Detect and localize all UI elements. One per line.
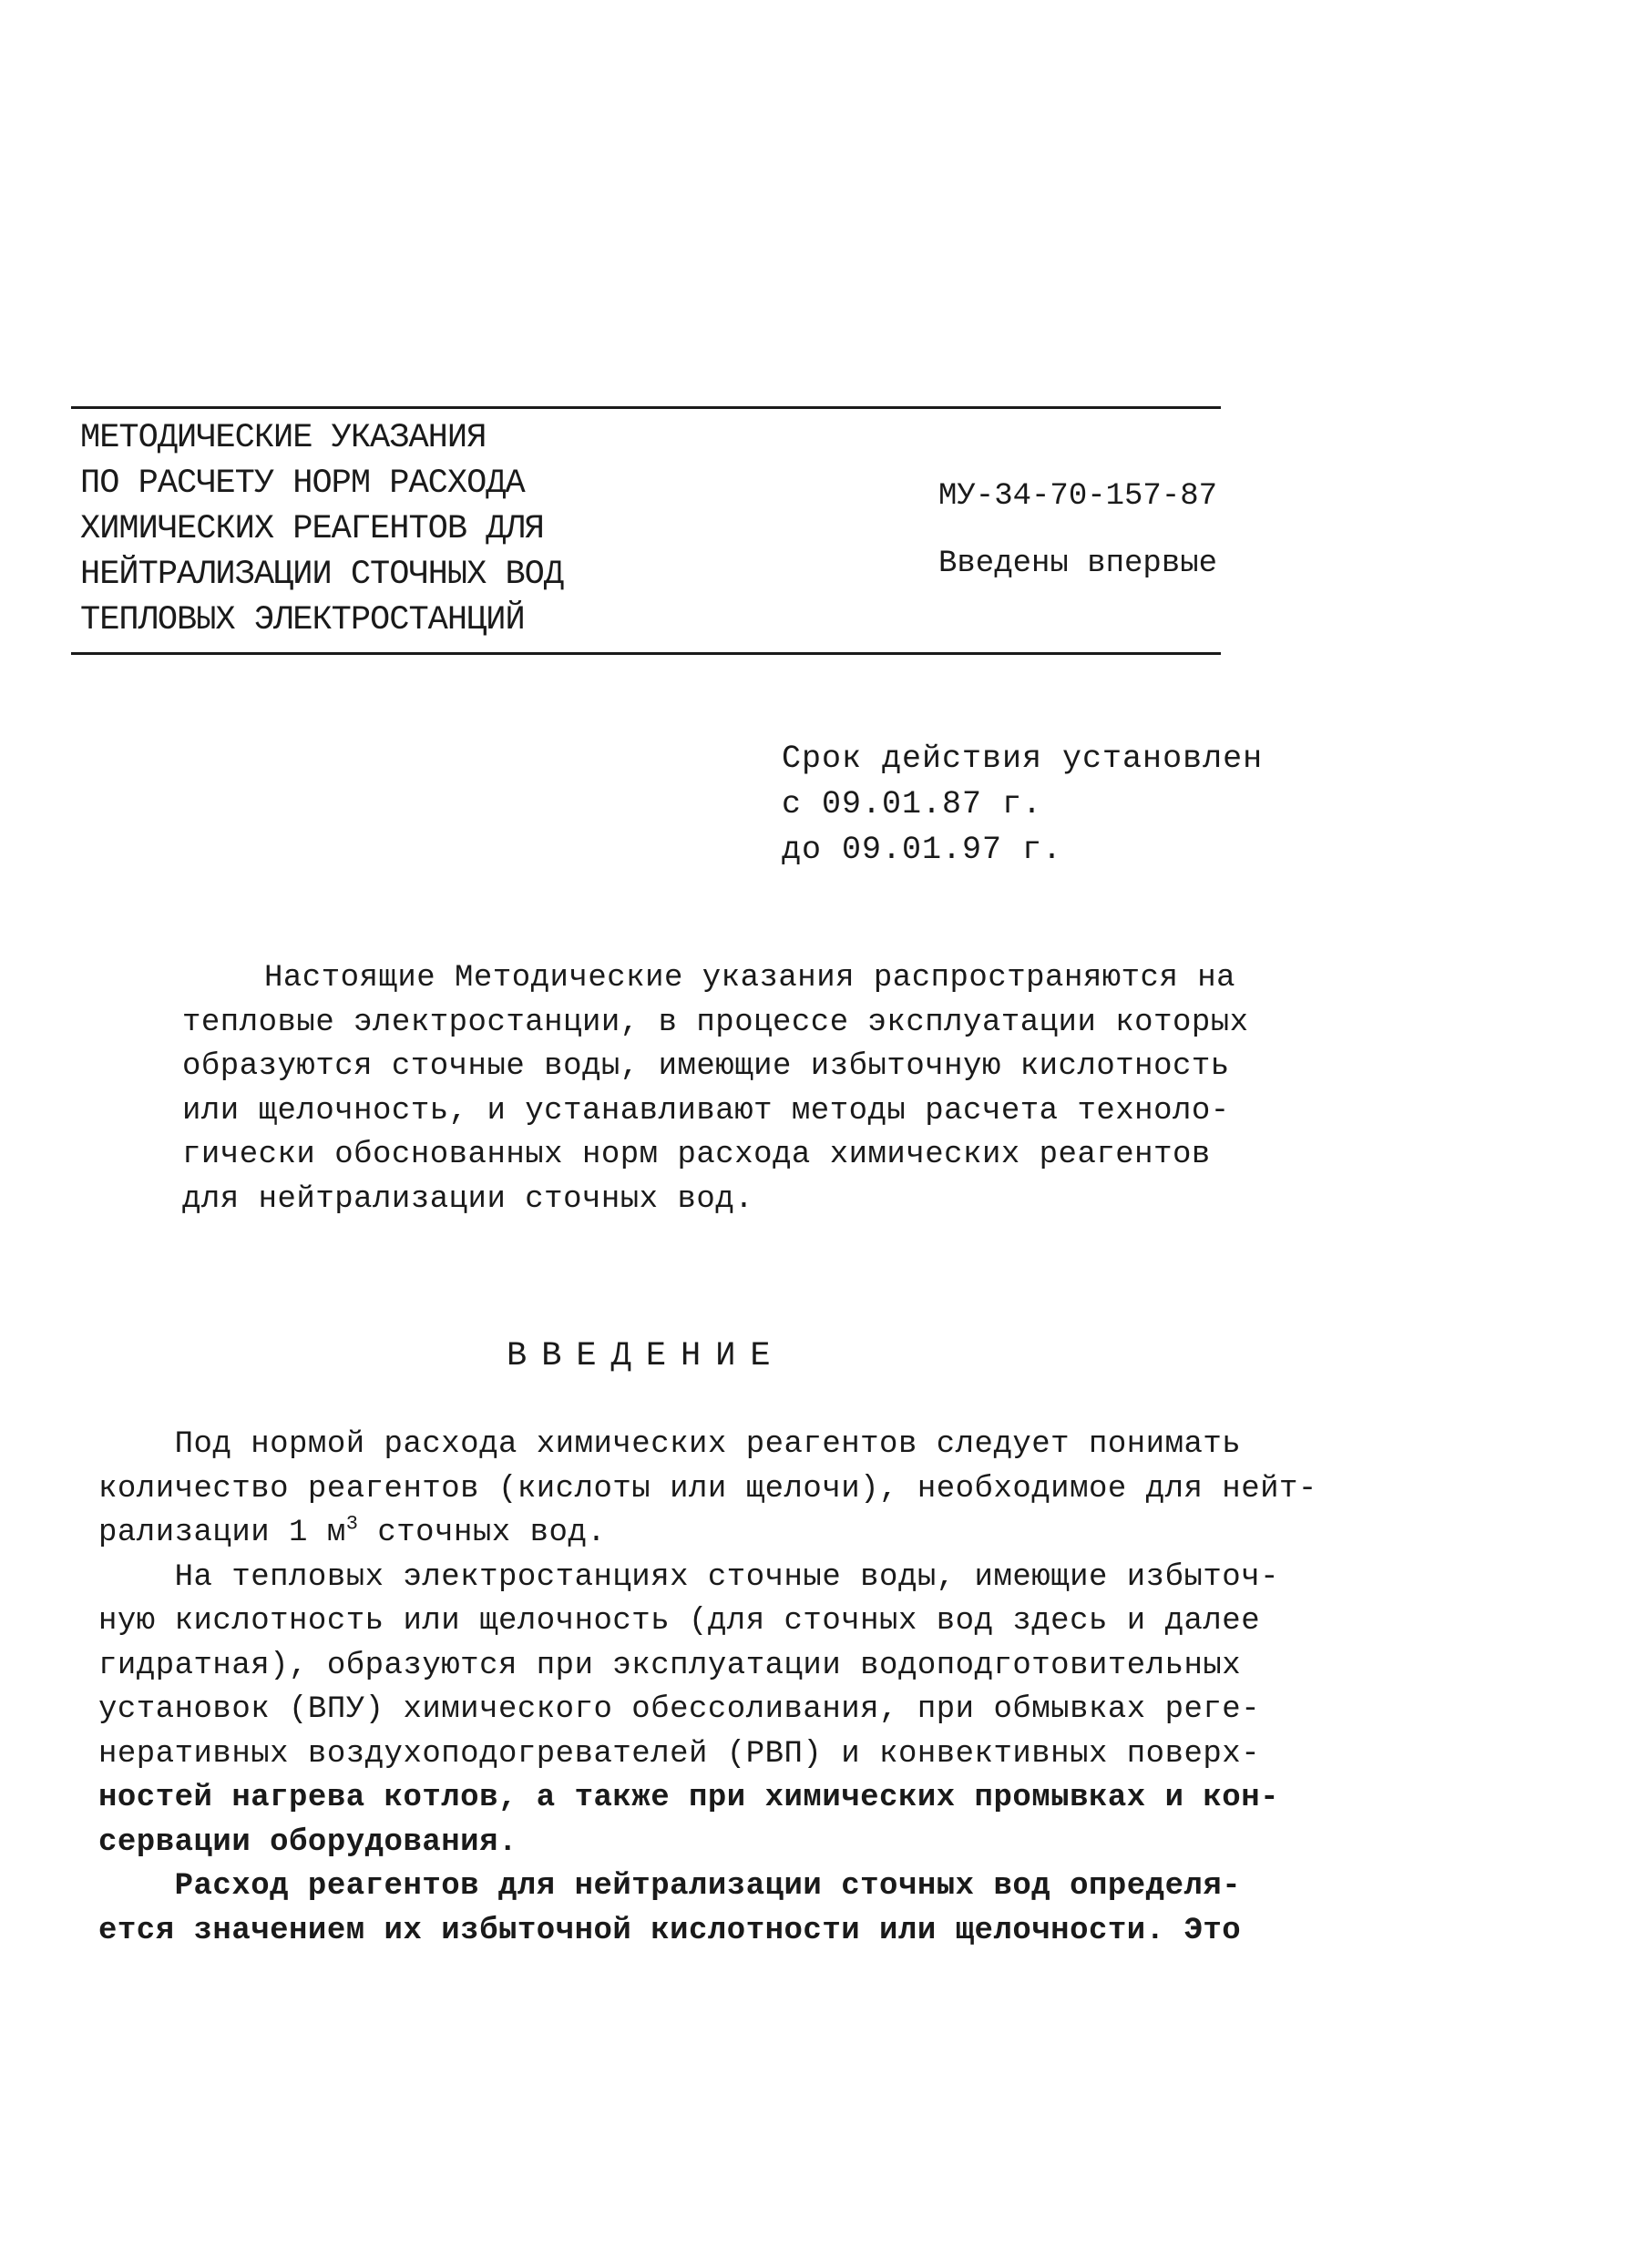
intro-line: или щелочность, и устанавливают методы расчета техноло- bbox=[182, 1093, 1230, 1129]
body-line: количество реагентов (кислоты или щелочи), необходимое для нейт- bbox=[98, 1471, 1317, 1507]
validity-start: с 09.01.87 г. bbox=[782, 786, 1043, 822]
section-heading: ВВЕДЕНИЕ bbox=[507, 1337, 785, 1375]
title-line: НЕЙТРАЛИЗАЦИИ СТОЧНЫХ ВОД bbox=[80, 556, 564, 594]
validity-label: Срок действия установлен bbox=[782, 741, 1264, 777]
intro-line: для нейтрализации сточных вод. bbox=[182, 1181, 754, 1217]
header-top-rule bbox=[71, 406, 1221, 409]
body-line: На тепловых электростанциях сточные воды, имеющие избыточ- bbox=[98, 1559, 1280, 1595]
body-line: гидратная), образуются при эксплуатации водоподготовительных bbox=[98, 1648, 1242, 1683]
body-line: сервации оборудования. bbox=[98, 1824, 517, 1860]
body-line: Под нормой расхода химических реагентов следует понимать bbox=[98, 1427, 1242, 1462]
document-code: МУ-34-70-157-87 bbox=[938, 479, 1218, 514]
body-line: неративных воздухоподогревателей (РВП) и конвективных поверх- bbox=[98, 1736, 1261, 1772]
intro-line: гически обоснованных норм расхода химических реагентов bbox=[182, 1138, 1211, 1172]
document-title bbox=[80, 415, 563, 643]
intro-line: образуются сточные воды, имеющие избыточную кислотность bbox=[182, 1049, 1230, 1084]
body-text: рализации 1 м bbox=[98, 1516, 346, 1550]
body-line: ностей нагрева котлов, а также при химических промывках и кон- bbox=[98, 1781, 1280, 1815]
title-line: ХИМИЧЕСКИХ РЕАГЕНТОВ ДЛЯ bbox=[80, 510, 544, 548]
header-bottom-rule bbox=[71, 652, 1221, 655]
document-status: Введены впервые bbox=[938, 547, 1218, 581]
introduction-body bbox=[98, 1423, 1317, 1953]
body-line: ную кислотность или щелочность (для сточных вод здесь и далее bbox=[98, 1604, 1261, 1639]
body-text: сточных вод. bbox=[358, 1516, 607, 1550]
superscript: 3 bbox=[345, 1512, 359, 1536]
body-line: установок (ВПУ) химического обессоливания, при обмывках реге- bbox=[98, 1692, 1261, 1727]
document-meta bbox=[938, 463, 1221, 598]
body-line: Расход реагентов для нейтрализации сточных вод определя- bbox=[98, 1869, 1242, 1904]
title-line: МЕТОДИЧЕСКИЕ УКАЗАНИЯ bbox=[80, 419, 487, 457]
body-line: ется значением их избыточной кислотности или щелочности. Это bbox=[98, 1913, 1242, 1948]
intro-line: тепловые электростанции, в процессе эксплуатации которых bbox=[182, 1005, 1249, 1040]
intro-line: Настоящие Методические указания распространяются на bbox=[264, 961, 1236, 996]
intro-paragraph bbox=[182, 956, 1249, 1221]
validity-end: до 09.01.97 г. bbox=[782, 832, 1063, 868]
title-line: ПО РАСЧЕТУ НОРМ РАСХОДА bbox=[80, 465, 525, 503]
title-line: ТЕПЛОВЫХ ЭЛЕКТРОСТАНЦИЙ bbox=[80, 601, 525, 639]
validity-period bbox=[782, 736, 1263, 873]
body-line bbox=[98, 1511, 1317, 1556]
